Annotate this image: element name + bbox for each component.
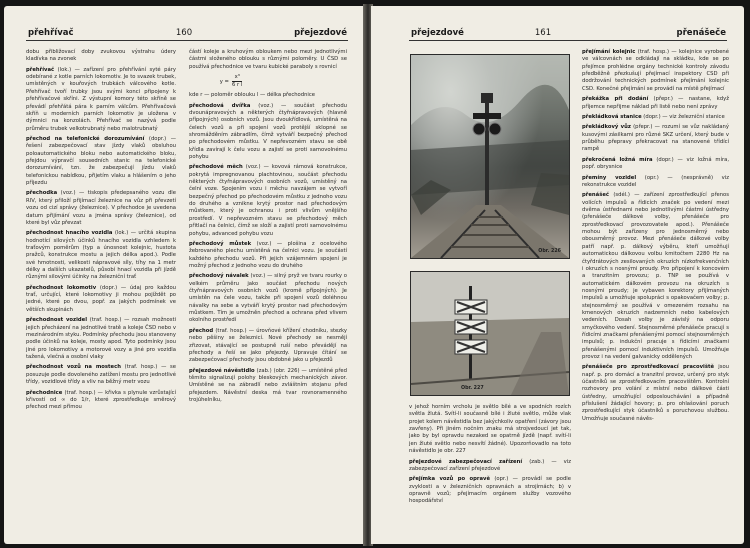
dictionary-entry	[582, 124, 729, 153]
entry-term: přechodnice	[26, 389, 63, 396]
left-page	[4, 6, 365, 544]
entry-text: kde r — poloměr oblouku l — délka přechodnice	[189, 92, 315, 99]
entry-term: přejezdové návěstidlo	[189, 367, 255, 374]
dictionary-entry	[26, 285, 176, 314]
right-header-rule	[409, 40, 727, 41]
entry-text: (voz.) — kovová rámová konstrukce, pokrytá impregnovanou plachtovinou, součást přechodu některých čtyřnápravových osobních vozů, umístěný na čelní voze. Spojením vozu i měchu navzájem se vytvoří bezpečný přechod po přechodovém můstku z jednoho vozu do druhého a vznikne krytý prostor nad přechodovým můstkem, který je ochranou i proti vlivům vnějšího prostředí. V nepřevozném stavu se přechodový měch přitlačí na čelnici, čímž se složí a zajistí proti samovolnému pohybu, advanced pohybu vozu	[189, 164, 348, 237]
entry-text: (lok.) — určitá skupina hodnotící silových účinků hnacího vozidla vzhledem k traťovým poměrům (typ a únosnost kolejnic, hustota pražců, konstrukce mostu a jejich délka apod.). Podle své hmotnosti, velikosti nápravové síly, tíhy na 1 metr délky a dalších ukazatelů, působí hnací vozidla při jízdě různými silovými účinky na železniční trať	[26, 230, 176, 281]
entry-text: (sdél.) — zařízení zprostředkující přenos volících impulsů a řídicích značek po vedení mezi dvěma ústřednami nebo jednotlivými částmi ústředny (přenášeče dálkové volby, přenášeče pro zprostředkovací provozovatele apod.). Přenášeče mohou být zařízeny pro jednosměrný nebo obousměrný provoz. Mezi přenášeče dálkové volby patří např. p. dálkový výběru, kteří umožňují automatickou dálkovou volbu kmitočtem 2280 Hz na čtyřdrátových zesilovaných okruzích nízkofrekvenčních i okruzích s nosnými proudy. Pro připojení k koncovém a tranzitním provozu; p. TNP se používá v automatickém dálkovém provozu na okruzích s nosnými proudy; je vybaven korektory přijímaných impulsů a umožňuje spolupráci s opakovačem volby; p. stejnosměrný se používá v omezeném rozsahu na kmenových okruzích nadzemních nebo kabelových vedeních. Dosah volby je závislý na odporu smyčkového vedení. Stejnosměrné přenášeče pracují s řídicími značkami přenášenými pomocí stejnosměrných impulsů; p. indukční pracuje s řídicími značkami přenášenými pomocí induktivních impulsů. Umožňuje provoz i na vedení galvanicky oddělených	[582, 192, 729, 360]
dictionary-entry	[26, 317, 176, 361]
dictionary-entry	[26, 390, 176, 412]
entry-term: přechodnost vozidel	[26, 317, 87, 324]
entry-text: (voz.) — tiskopis předepsaného vozu dle RIV, který přiloží přijímací železnice na vůz při převzetí vozu od cizí správy (železnice). V přechodce je uvedena datum přijímání vozu a jména správy (železnice), od které byl vůz převzat	[26, 190, 176, 226]
dictionary-entry	[26, 136, 176, 187]
entry-text: (přepr.) — nastane, když příjemce nepřijme náklad při listě nebo není zprávy	[582, 96, 729, 110]
entry-text: (voz.) — součást přechodu dvounápravových a některých čtyřnápravových (hlavně přípojných) osobních vozů. Jsou dvoukřídlová, umístěná na čelech vozů a při spojení vozů protější sklopné se shromážděním zábradlím, čímž vytváří bezpečný přechod po přechodovém můstku. V nepřevozném stavu se obě křídla zavírají k čelu vozu a zajistí se proti samovolnému pohybu	[189, 102, 347, 160]
dictionary-entry	[189, 273, 347, 324]
entry-text: (voz.) — silný pryž ve tvaru rourky o velkém průměru jako součást přechodu nových čtyřnápravových osobních vozů (kromě přípojných). Je umístěn na čele vozu, takže při spojení vozů doléhnou návalky na sebe a vytváří krytý prostor nad přechodovým můstkem. Tím je umožněn přechod a ochrana před vlivem okolního prostředí	[189, 273, 348, 324]
dictionary-entry	[189, 49, 347, 71]
dictionary-entry	[582, 49, 729, 93]
dictionary-entry	[409, 476, 571, 505]
dictionary-entry	[582, 157, 729, 172]
entry-term: přechodový návalek	[189, 273, 249, 280]
right-column-1	[409, 404, 571, 509]
entry-term: přechodové měch	[189, 164, 243, 171]
entry-text: (traf. hosp.) — křivka s plynule vzrůstající křivostí od ∞ do 1/r, které zprostředkuje směrový přechod mezi přímou	[26, 389, 176, 411]
left-header-term-end: přejezdové	[294, 28, 347, 38]
entry-text: (dopr.) — viz ložná míra, popř. obrysnice	[582, 156, 729, 171]
photo-crossing-board	[410, 271, 570, 396]
entry-term: překládková stanice	[582, 113, 642, 120]
dictionary-entry	[582, 114, 729, 121]
entry-term: přejímání kolejnic	[582, 49, 636, 55]
dictionary-entry	[26, 230, 176, 281]
entry-text: částí koleje a kruhovým obloukem nebo mezi jednotlivými částmi složeného oblouku s různými poloměry. U ČSD se používá přechodnice ve tvaru kubické paraboly s rovnicí	[189, 49, 347, 70]
right-page	[371, 6, 744, 544]
entry-term: přechodka	[26, 190, 58, 197]
entry-term: přejezdové zabezpečovací zařízení	[409, 458, 523, 465]
left-column-1	[26, 49, 176, 415]
dictionary-entry	[26, 49, 176, 64]
entry-term: překládkový vůz	[582, 124, 631, 131]
left-header-term: přehřívač	[28, 28, 74, 38]
entry-text: (zab.) — viz zabezpečovací zařízení přejezdové	[409, 458, 571, 472]
entry-text: (dopr.) — řešení zabezpečovací stav jízdy vlaků obsluhou poloautomatického bloku nebo automatického bloku, přejdou výpravčí sousedních stanic na telefonické dorozumívání, tzn. že zabezpečují jízdu vlaků telefonickou nabídkou, přijetím vlaku a hlášením o jeho příjezdu	[26, 135, 176, 187]
dictionary-entry	[26, 190, 176, 227]
left-page-number: 160	[175, 28, 193, 38]
entry-text: (opr.) — provádí se podle zvyklosti a v železničních opravnách a strojírnách; b) v opravně vozů; přejímacím orgánem služby vozového hospodářství	[409, 476, 571, 505]
entry-term: přechodnost lokomotiv	[26, 284, 97, 291]
dictionary-entry	[582, 175, 729, 190]
entry-term: přenášeče pro zprostředkovací pracoviště	[582, 364, 715, 371]
dictionary-entry	[189, 241, 347, 270]
dictionary-entry	[409, 459, 571, 474]
entry-text: (lok.) — zařízení pro přehřívání syté páry odebírané z kotle parních lokomotiv. Je to svazek trubek, umístěných v kouřových trubkách válcového kotle. Přehřívač tvoří trubky jsou svými konci připojeny k přehřívačové skříni. Z výstupní komory této skříně se převádí přehřátá pára k parním válcům. Přehřívačová skříň u moderních parních lokomotiv je uložena v dýmnici na konzolách. Přehřívač se nazývá podle průměru trubek velkotrubnatý nebo malotrubnatý	[26, 66, 176, 132]
entry-text: (voz.) — plošina z ocelového žebrovaného plechu umístěná na čelnici vozu. Je součástí každého přechodu vozů. Při jejich vzájemném spojení je možný přechod z jednoho vozu do druhého	[189, 240, 348, 269]
entry-term: přehřívač	[26, 66, 55, 73]
dictionary-entry	[189, 164, 347, 237]
dictionary-entry	[189, 92, 347, 99]
photo-signal-mast	[410, 54, 570, 259]
right-column-2	[582, 49, 729, 426]
cubic-parabola-formula: y = $\frac{\text{x³}}{\text{6 r l}}$	[219, 74, 243, 89]
entry-term: přechodnost vozů na mostech	[26, 364, 121, 371]
entry-text: (opr.) — (nesprávně) viz rekonstrukce vozidel	[582, 174, 729, 188]
entry-term: přenášeč	[582, 192, 609, 199]
entry-term: přechodnost hnacího vozidla	[26, 230, 113, 237]
entry-text: (dopr.) — viz železniční stanice	[641, 113, 725, 120]
entry-term: překročená ložná míra	[582, 156, 653, 163]
dictionary-entry	[189, 103, 347, 162]
photo2-caption: Obr. 227	[461, 386, 484, 391]
dictionary-entry	[189, 368, 347, 405]
left-column-2	[189, 49, 347, 408]
dictionary-entry	[26, 364, 176, 386]
right-page-number: 161	[534, 28, 552, 38]
entry-term: přemíny vozidel	[582, 174, 637, 181]
dictionary-entry	[26, 67, 176, 133]
left-header-rule	[26, 40, 348, 41]
dictionary-entry	[582, 96, 729, 111]
entry-text: (dopr.) — údaj pro každou trať, určující, které lokomotivy ji mohou pojíždět po jedné, které po dvou, popř. za jakých podmínek ve větších skupinách	[26, 284, 176, 313]
entry-text: (traf. hosp.) — rozsah možnosti jejich přecházení na jednotlivé tratě a koleje ČSD nebo v mezinárodním styku. Podmínky přechodu jsou stanoveny podle účinků na koleje, mosty apod. Tyto podmínky jsou jiné pro lokomotivy a motorové vozy a jiné pro vozidla tažená, vlečná a osobní vlaky	[26, 317, 176, 360]
entry-term: přechodová dvířka	[189, 102, 251, 109]
entry-term: přejímka vozů po opravě	[409, 476, 491, 483]
dictionary-entry	[189, 328, 347, 365]
entry-text: jsou např. p. pro domácí a tranzitní provoz, určený pro styk účastníků se zprostředkovacím pracovištěm. Kontrolní rozhovory pro volání z místní nebo dálkové části ústředny, umožňující odposlouchávání a případně příslušení žádající hovory; p. pro ohlašování poruch zprostředkující styk účastníků s poruchovou službou. Umožňuje současné návěs-	[582, 364, 729, 422]
entry-text: (traf. hosp.) — kolejnice vyrobené ve válcovnách se odkládají na skládku, kde se po přejímce prohlédne orgány technické kontroly závodu předběžně přezkušují přejímací inspektory CSD při dodržování technických podmínek přejímání kolejnic CSD. Konečné přejímání se provádí na místě přejímací	[582, 49, 729, 92]
right-header-term-end: přenášeče	[676, 28, 726, 38]
entry-term: přechod na telefonické dorozumívání	[26, 135, 145, 142]
entry-term: přechodový můstek	[189, 240, 252, 247]
right-header-term: přejezdové	[411, 28, 464, 38]
entry-text: (traf. hosp.) — se posuzuje podle dovoleného zatížení mostu pro jednotlivé třídy, vozidlové třídy a vliv na běžný metr vozu	[26, 364, 176, 386]
entry-text: (zab.) (obr. 226) — umístěné před těmito signalizují polohy bleskových mechanických závor. Umístěné se na zábradlí nebo zvláštním stojanu před přejezdem. Návěstní deska má tvar rovnoramenného trojúhelníku,	[189, 367, 347, 404]
dictionary-entry	[409, 404, 571, 455]
dictionary-entry	[582, 192, 729, 361]
entry-text: (traf. hosp.) — úrovňové křížení chodníku, stezky nebo pěšiny se železnicí. Nové přechody se nesmějí zřizovat, stávající se postupně ruší nebo převádějí na přechody a řeší se jako přejezdy. Upravuje čítání se zabezpečovací přechody jsou obdobné jako u přejezdů	[189, 327, 347, 364]
entry-text: v jehož horním vrcholu je světlo bílé a ve spodních rozích světla žlutá. Svítí-li současně bílé i žluté světlo, může vlak projet kolem návěstidla bez jakýchkoliv opatření (závory jsou zavřeny). Při jiném nočním znaku má strojvedoucí jet tak, jako by byl opravdu nezaked se opatrně jízdě (např. svítí-li jen žluté světlo nebo nesvítí žádné). Upozorňovadlo na toto návěstidlo je obr. 227	[409, 404, 571, 455]
photo1-caption: Obr. 226	[538, 249, 561, 254]
entry-text: dobu přibližovací doby zvukovou výstrahu údery kladívka na zvonek	[26, 49, 176, 63]
entry-term: přechod	[189, 327, 214, 334]
dictionary-entry	[582, 364, 729, 423]
entry-term: překážka při dodání	[582, 96, 649, 103]
entry-text: (přepr.) — rozumí se vůz nakládaný kusovými zásilkami pro různé SKZ určení, který bude v průběhu přepravy překracovat na stanovené třídící rampě	[582, 124, 729, 153]
